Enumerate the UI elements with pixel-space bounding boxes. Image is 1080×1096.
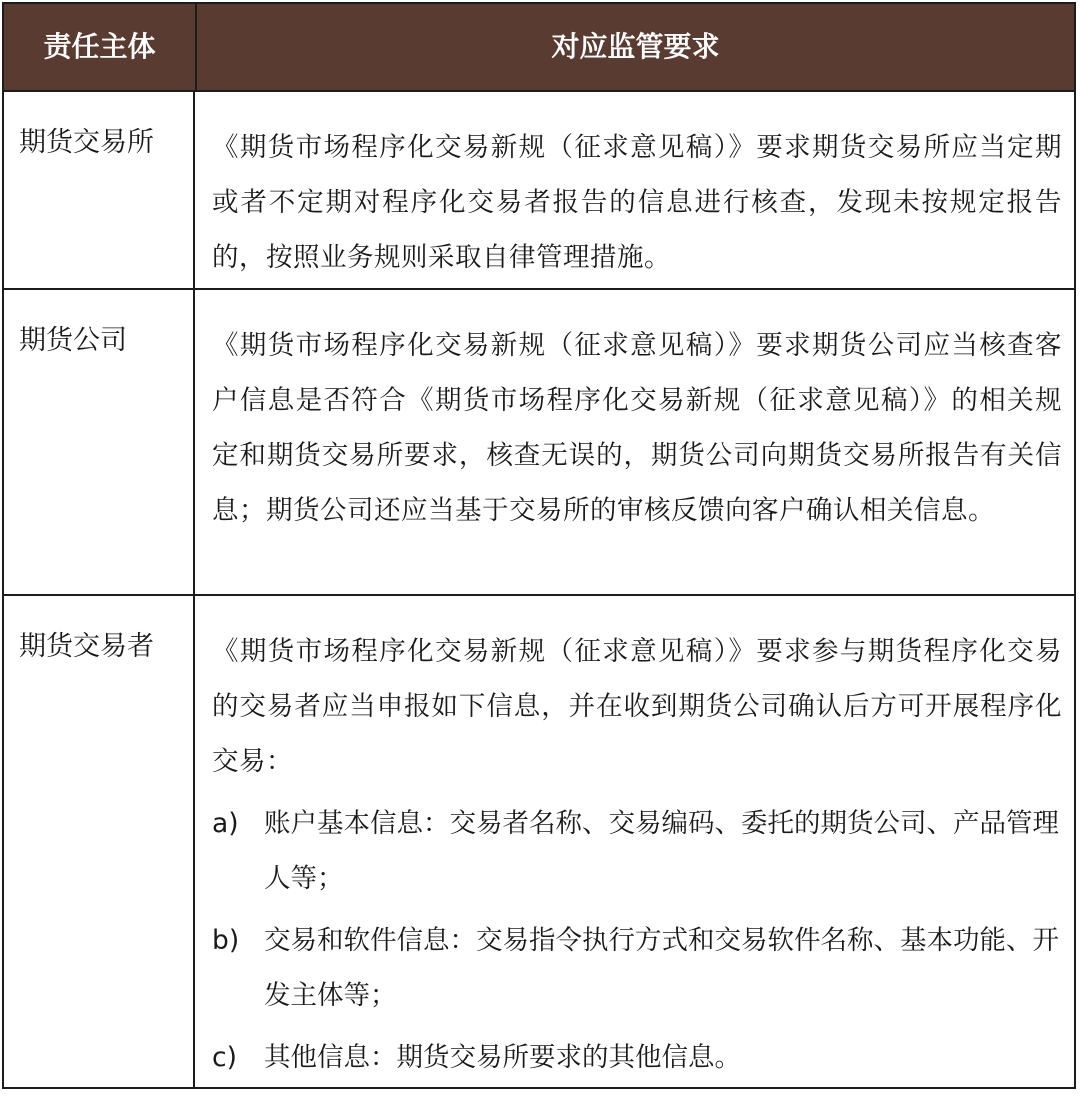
- regulation-table: [2, 2, 1076, 1089]
- list-item-text: 交易和软件信息：交易指令执行方式和交易软件名称、基本功能、开发主体等；: [264, 925, 1059, 1011]
- table-row: [4, 288, 1074, 594]
- table-header: [4, 4, 1074, 90]
- row-requirement: [197, 92, 1074, 288]
- requirement-text: 《期货市场程序化交易新规（征求意见稿）》要求期货公司应当核查客户信息是否符合《期货市场程序化交易新规（征求意见稿）》的相关规定和期货交易所要求，核查无误的，期货公司向期货交易所报告有关信息；期货公司还应当基于交易所的审核反馈向客户确认相关信息。: [212, 330, 1062, 526]
- list-item-text: 账户基本信息：交易者名称、交易编码、委托的期货公司、产品管理人等；: [264, 808, 1059, 894]
- header-requirement: 对应监管要求: [551, 30, 720, 63]
- row-subject: 期货交易者: [4, 596, 195, 1087]
- requirement-text: 《期货市场程序化交易新规（征求意见稿）》要求期货交易所应当定期或者不定期对程序化交易者报告的信息进行核查，发现未按规定报告的，按照业务规则采取自律管理措施。: [212, 132, 1062, 273]
- list-item: [212, 796, 1062, 906]
- table-row: [4, 594, 1074, 1087]
- list-marker: c): [212, 1042, 237, 1073]
- row-requirement: [197, 290, 1074, 594]
- header-subject: 责任主体: [43, 30, 156, 63]
- list-marker: a): [212, 808, 239, 839]
- list-marker: b): [212, 925, 240, 956]
- table-row: [4, 90, 1074, 288]
- row-subject: 期货公司: [4, 290, 195, 594]
- row-subject: 期货交易所: [4, 92, 195, 288]
- requirement-text: 《期货市场程序化交易新规（征求意见稿）》要求参与期货程序化交易的交易者应当申报如下信息，并在收到期货公司确认后方可开展程序化交易：: [212, 636, 1062, 777]
- list-item-text: 其他信息：期货交易所要求的其他信息。: [264, 1042, 741, 1073]
- list-item: [212, 1030, 1062, 1085]
- row-requirement: [197, 596, 1074, 1087]
- list-item: [212, 913, 1062, 1023]
